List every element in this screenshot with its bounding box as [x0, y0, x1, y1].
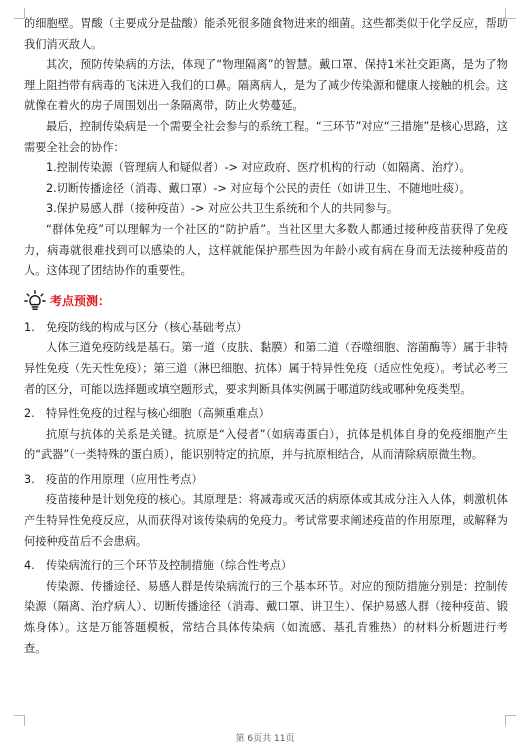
- page-corner-mark: [505, 715, 516, 726]
- question-title-text: 特异性免疫的过程与核心细胞（高频重难点）: [46, 407, 270, 421]
- question-title-text: 疫苗的作用原理（应用性考点）: [46, 472, 203, 486]
- paragraph: “群体免疫”可以理解为一个社区的“防护盾”。当社区里大多数人都通过接种疫苗获得了免疫力，病毒就很难找到可以感染的人，这样就能保护那些因为年龄小或有病在身而无法接种疫苗的人。这体现了团结协作的重要性。: [24, 222, 508, 278]
- document-body: [24, 14, 508, 659]
- question-number: 3.: [24, 472, 35, 486]
- list-item: 2.切断传播途径（消毒、戴口罩）-> 对应每个公民的责任（如讲卫生、不随地吐痰）。: [46, 181, 471, 195]
- paragraph: 最后，控制传染病是一个需要全社会参与的系统工程。“三环节”对应“三措施”是核心思路，这需要全社会的协作：: [24, 119, 508, 154]
- question-body: 人体三道免疫防线是基石。第一道（皮肤、黏膜）和第二道（吞噬细胞、溶菌酶等）属于非特异性免疫（先天性免疫）；第三道（淋巴细胞、抗体）属于特异性免疫（适应性免疫）。考试必考三者的区分，可能以选择题或填空题形式，要求判断具体实例属于哪道防线或哪种免疫类型。: [24, 341, 508, 396]
- paragraph: 其次，预防传染病的方法，体现了“物理隔离”的智慧。戴口罩、保持1米社交距离，是为了物理上阻挡带有病毒的飞沫进入我们的口鼻。隔离病人，是为了减少传染源和健康人接触的机会。这就像在着火的房子周围划出一条隔离带，防止火势蔓延。: [24, 58, 508, 113]
- question-number: 4.: [24, 559, 35, 573]
- question-title-text: 免疫防线的构成与区分（核心基础考点）: [46, 320, 248, 334]
- prediction-heading-label: 考点预测：: [50, 294, 111, 309]
- prediction-heading: [24, 290, 508, 312]
- list-item: 1.控制传染源（管理病人和疑似者）-> 对应政府、医疗机构的行动（如隔离、治疗）。: [46, 161, 471, 175]
- question-body: 疫苗接种是计划免疫的核心。其原理是：将减毒或灭活的病原体或其成分注入人体，刺激机体产生特异性免疫反应，从而获得对该传染病的免疫力。考试常要求阐述疫苗的作用原理，或解释为何接种疫苗后不会患病。: [24, 493, 508, 548]
- lightbulb-icon: [24, 290, 46, 312]
- question-body: 传染源、传播途径、易感人群是传染病流行的三个基本环节。对应的预防措施分别是：控制传染源（隔离、治疗病人）、切断传播途径（消毒、戴口罩、讲卫生）、保护易感人群（接种疫苗、锻炼身体）。这是万能答题模板，常结合具体传染病（如流感、基孔肯雅热）的材料分析题进行考查。: [24, 579, 508, 655]
- question-body: 抗原与抗体的关系是关键。抗原是“入侵者”（如病毒蛋白），抗体是机体自身的免疫细胞产生的“武器”（一类特殊的蛋白质），能识别特定的抗原，并与抗原相结合，从而清除病原微生物。: [24, 427, 508, 462]
- paragraph: 的细胞壁。胃酸（主要成分是盐酸）能杀死很多随食物进来的细菌。这些都类似于化学反应，帮助我们消灭敌人。: [24, 17, 508, 51]
- question-title-text: 传染病流行的三个环节及控制措施（综合性考点）: [46, 559, 293, 573]
- question-title: [24, 556, 508, 577]
- question-title: [24, 404, 508, 425]
- question-number: 2.: [24, 407, 35, 421]
- question-title: [24, 318, 508, 339]
- page-footer: 第 6页共 11页: [235, 734, 295, 744]
- list-item: 3.保护易感人群（接种疫苗）-> 对应公共卫生系统和个人的共同参与。: [46, 202, 399, 216]
- question-number: 1.: [24, 320, 35, 334]
- question-title: [24, 470, 508, 491]
- page-corner-mark: [14, 715, 25, 726]
